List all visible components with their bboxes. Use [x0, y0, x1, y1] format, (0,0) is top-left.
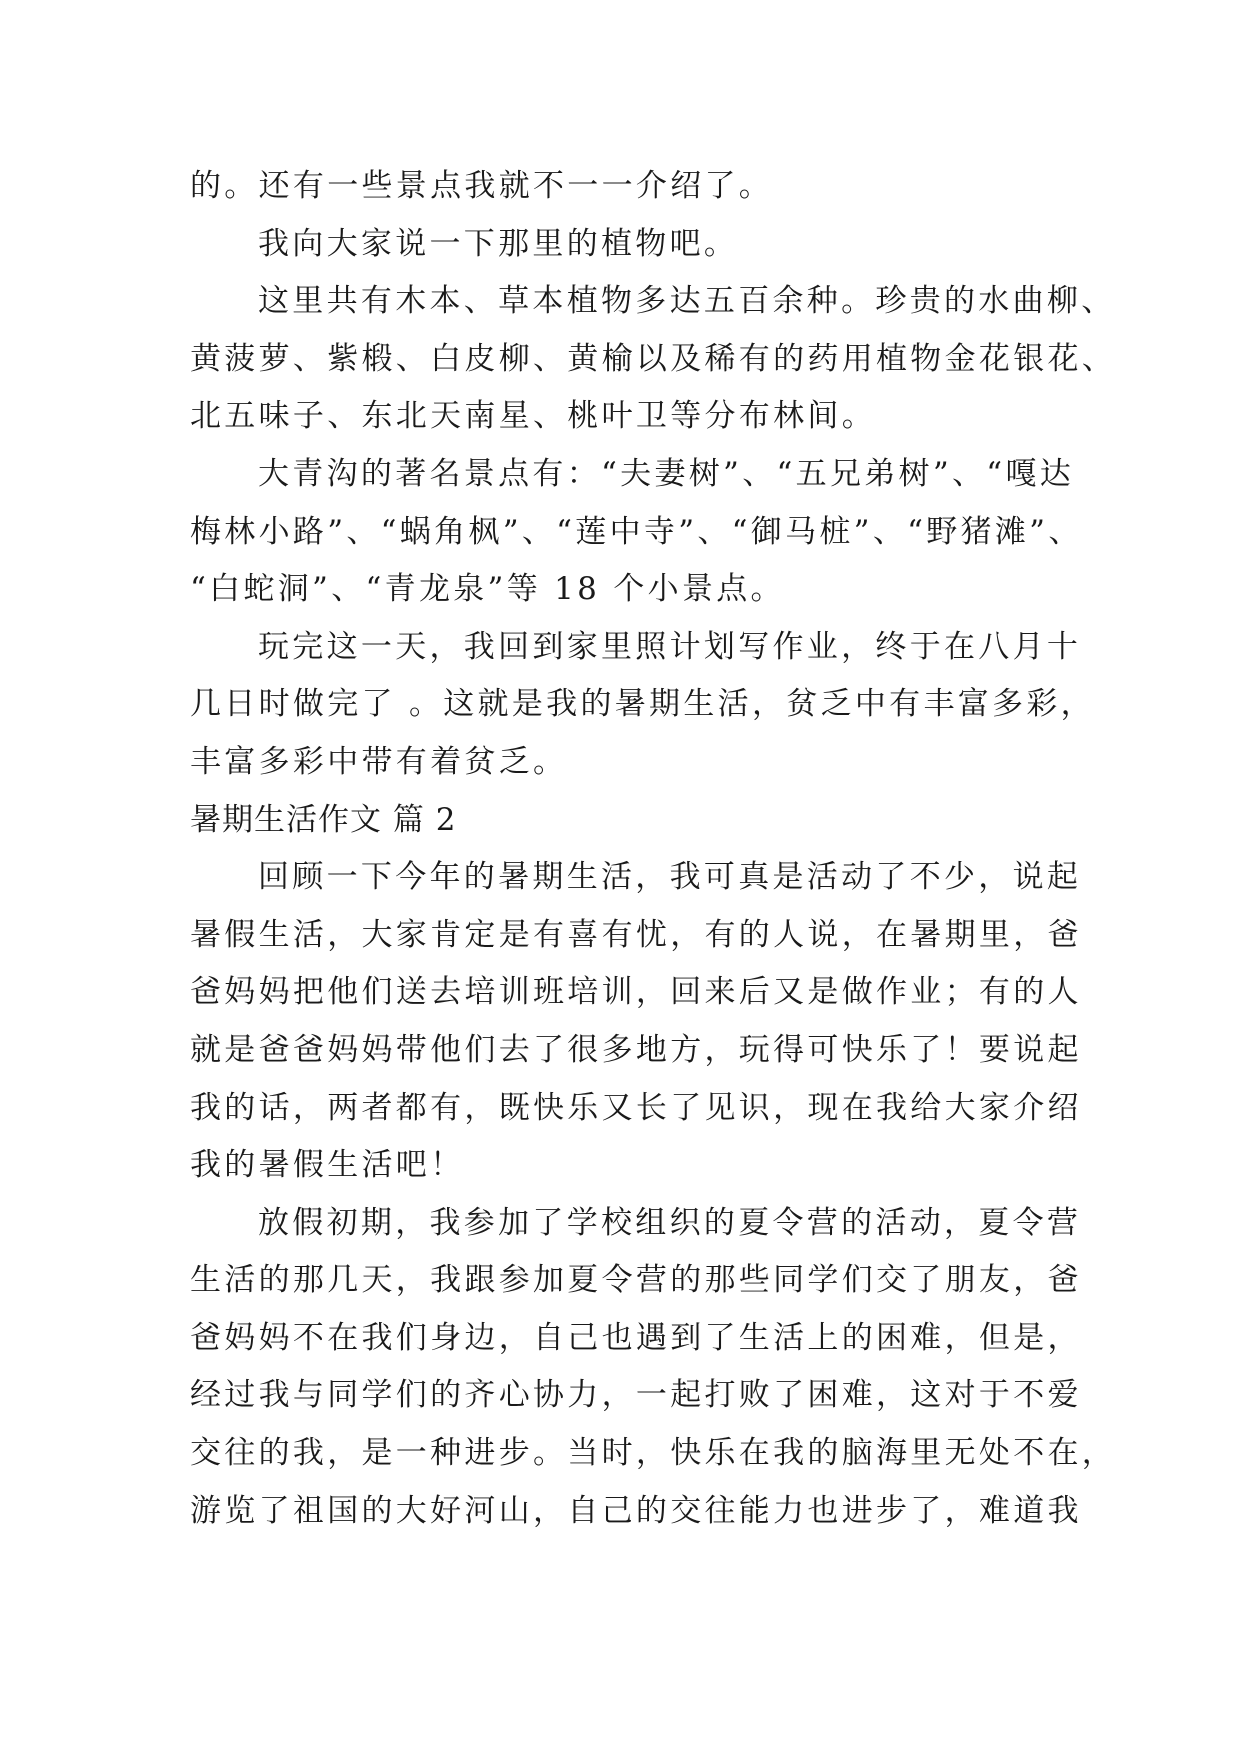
paragraph-first-line: 大青沟的著名景点有：“夫妻树”、“五兄弟树”、“嘎达 [258, 455, 1075, 492]
text-line: 的。还有一些景点我就不一一介绍了。 [190, 168, 774, 204]
paragraph-first-line: 玩完这一天，我回到家里照计划写作业，终于在八月十 [258, 628, 1082, 665]
paragraph-first-line: 回顾一下今年的暑期生活，我可真是活动了不少，说起 [258, 859, 1082, 896]
text-line: 丰富多彩中带有着贫乏。 [190, 743, 568, 780]
text-line: 爸妈妈不在我们身边，自己也遇到了生活上的困难，但是， [190, 1319, 1082, 1356]
text-line: 暑假生活，大家肯定是有喜有忧，有的人说，在暑期里，爸 [190, 916, 1082, 953]
text-line: 北五味子、东北天南星、桃叶卫等分布林间。 [190, 398, 876, 435]
body-text [190, 158, 1117, 1540]
text-line: 爸妈妈把他们送去培训班培训，回来后又是做作业；有的人 [190, 974, 1082, 1011]
text-line: 黄菠萝、紫椴、白皮柳、黄榆以及稀有的药用植物金花银花、 [190, 340, 1117, 377]
text-line: 游览了祖国的大好河山，自己的交往能力也进步了，难道我 [190, 1492, 1082, 1529]
paragraph-first-line: 放假初期，我参加了学校组织的夏令营的活动，夏令营 [258, 1204, 1082, 1241]
paragraph-first-line: 我向大家说一下那里的植物吧。 [258, 225, 739, 262]
text-line: 就是爸爸妈妈带他们去了很多地方，玩得可快乐了！要说起 [190, 1031, 1082, 1068]
paragraph-first-line: 这里共有木本、草本植物多达五百余种。珍贵的水曲柳、 [258, 283, 1116, 320]
text-line: 交往的我，是一种进步。当时，快乐在我的脑海里无处不在， [190, 1435, 1117, 1472]
text-line: 几日时做完了 。这就是我的暑期生活，贫乏中有丰富多彩， [190, 686, 1095, 723]
text-line: 经过我与同学们的齐心协力，一起打败了困难，这对于不爱 [190, 1377, 1082, 1414]
text-line: 我的话，两者都有，既快乐又长了见识，现在我给大家介绍 [190, 1089, 1082, 1126]
text-line: 梅林小路”、“蜗角枫”、“莲中寺”、“御马桩”、“野猪滩”、 [190, 513, 1083, 550]
text-line: 生活的那几天，我跟参加夏令营的那些同学们交了朋友，爸 [190, 1262, 1082, 1299]
section-heading: 暑期生活作文 篇 2 [190, 801, 457, 838]
text-line: “白蛇洞”、“青龙泉”等 18 个小景点。 [190, 571, 785, 608]
text-line: 我的暑假生活吧！ [190, 1147, 465, 1184]
